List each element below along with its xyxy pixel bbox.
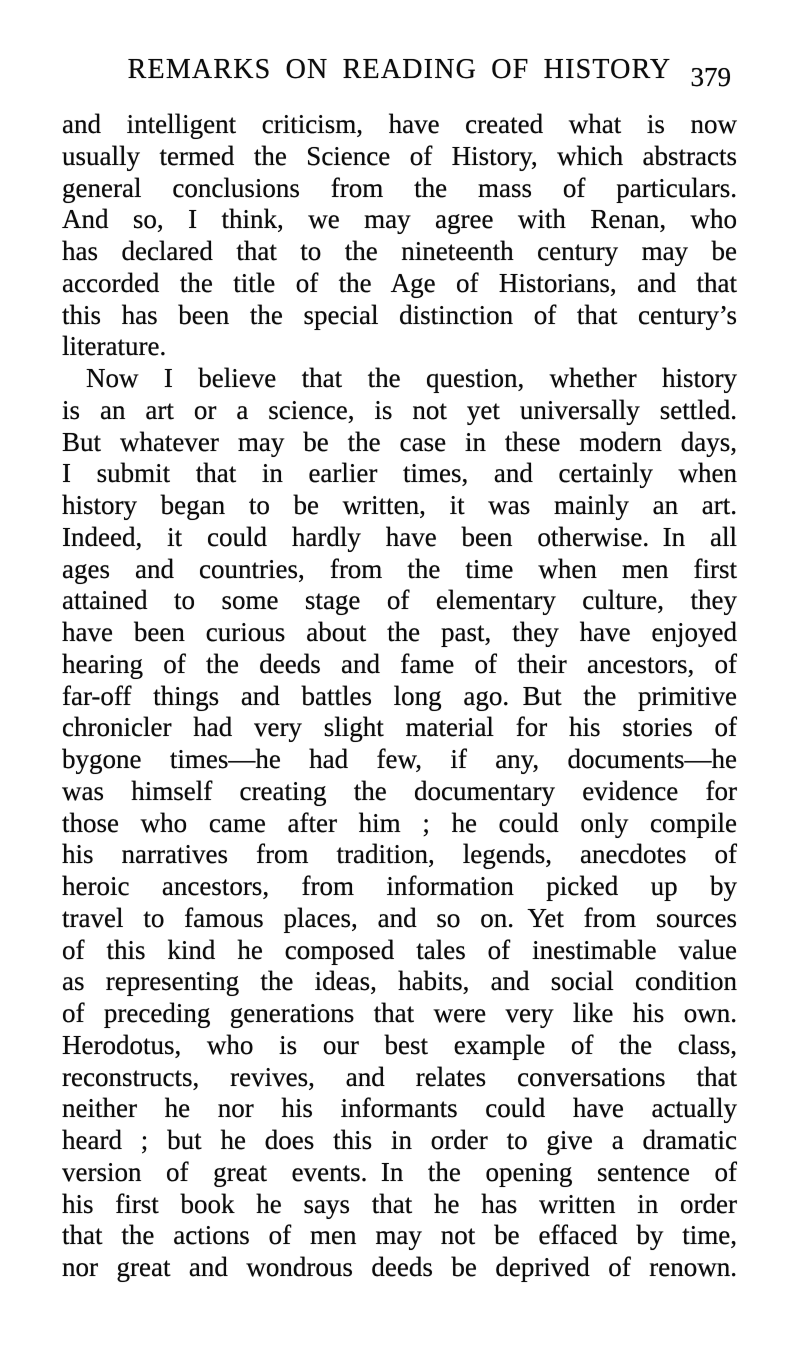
paragraph — [62, 109, 737, 363]
text-line: travel to famous places, and so on. Yet from sources — [62, 902, 737, 933]
text-line: has declared that to the nineteenth century may be — [62, 236, 737, 266]
text-line: history began to be written, it was mainly an art. — [62, 490, 737, 520]
text-line: those who came after him ; he could only compile — [62, 807, 737, 838]
text-line: far-off things and battles long ago. But the primitive — [62, 680, 737, 711]
text-line: heard ; but he does this in order to give a dramatic — [62, 1125, 737, 1155]
page-body — [62, 109, 737, 1284]
text-line: Now I believe that the question, whether history — [86, 363, 737, 393]
text-line: I submit that in earlier times, and certainly when — [62, 458, 737, 489]
text-line: usually termed the Science of History, which abstracts — [62, 140, 737, 171]
text-line: and intelligent criticism, have created what is now — [62, 109, 737, 139]
running-header — [62, 55, 737, 99]
running-title: REMARKS ON READING OF HISTORY — [127, 54, 672, 85]
text-line: was himself creating the documentary evidence for — [62, 775, 737, 806]
text-line: reconstructs, revives, and relates conversations that — [62, 1061, 737, 1092]
text-line: Herodotus, who is our best example of the class, — [62, 1029, 737, 1060]
text-line: accorded the title of the Age of Historians, and that — [62, 267, 737, 298]
text-line: this has been the special distinction of that century’s — [62, 299, 737, 330]
text-line: of this kind he composed tales of inestimable value — [62, 934, 737, 965]
text-line: as representing the ideas, habits, and social condition — [62, 966, 737, 997]
text-line: have been curious about the past, they have enjoyed — [62, 617, 737, 647]
text-line: of preceding generations that were very like his own. — [62, 998, 737, 1028]
text-line: version of great events. In the opening sentence of — [62, 1156, 737, 1187]
text-line: neither he nor his informants could have actually — [62, 1093, 737, 1124]
text-line: heroic ancestors, from information picked up by — [62, 871, 737, 901]
text-line: ages and countries, from the time when men first — [62, 553, 737, 584]
text-line: that the actions of men may not be effaced by time, — [62, 1220, 737, 1251]
paragraph — [62, 363, 737, 1284]
text-line: his first book he says that he has written in order — [62, 1188, 737, 1219]
text-line: Indeed, it could hardly have been otherwise. In all — [62, 521, 737, 552]
text-line: bygone times—he had few, if any, documents—he — [62, 744, 737, 774]
text-line: hearing of the deeds and fame of their ancestors, of — [62, 648, 737, 679]
text-line: And so, I think, we may agree with Renan, who — [62, 204, 737, 235]
text-line: general conclusions from the mass of particulars. — [62, 172, 737, 203]
text-line: attained to some stage of elementary culture, they — [62, 585, 737, 616]
page-number: 379 — [690, 62, 731, 92]
text-line: is an art or a science, is not yet universally settled. — [62, 394, 737, 425]
text-line: his narratives from tradition, legends, anecdotes of — [62, 839, 737, 870]
text-line: nor great and wondrous deeds be deprived of renown. — [62, 1252, 737, 1282]
text-line: literature. — [62, 331, 167, 362]
text-line: But whatever may be the case in these modern days, — [62, 426, 737, 457]
text-line: chronicler had very slight material for his stories of — [62, 712, 737, 743]
